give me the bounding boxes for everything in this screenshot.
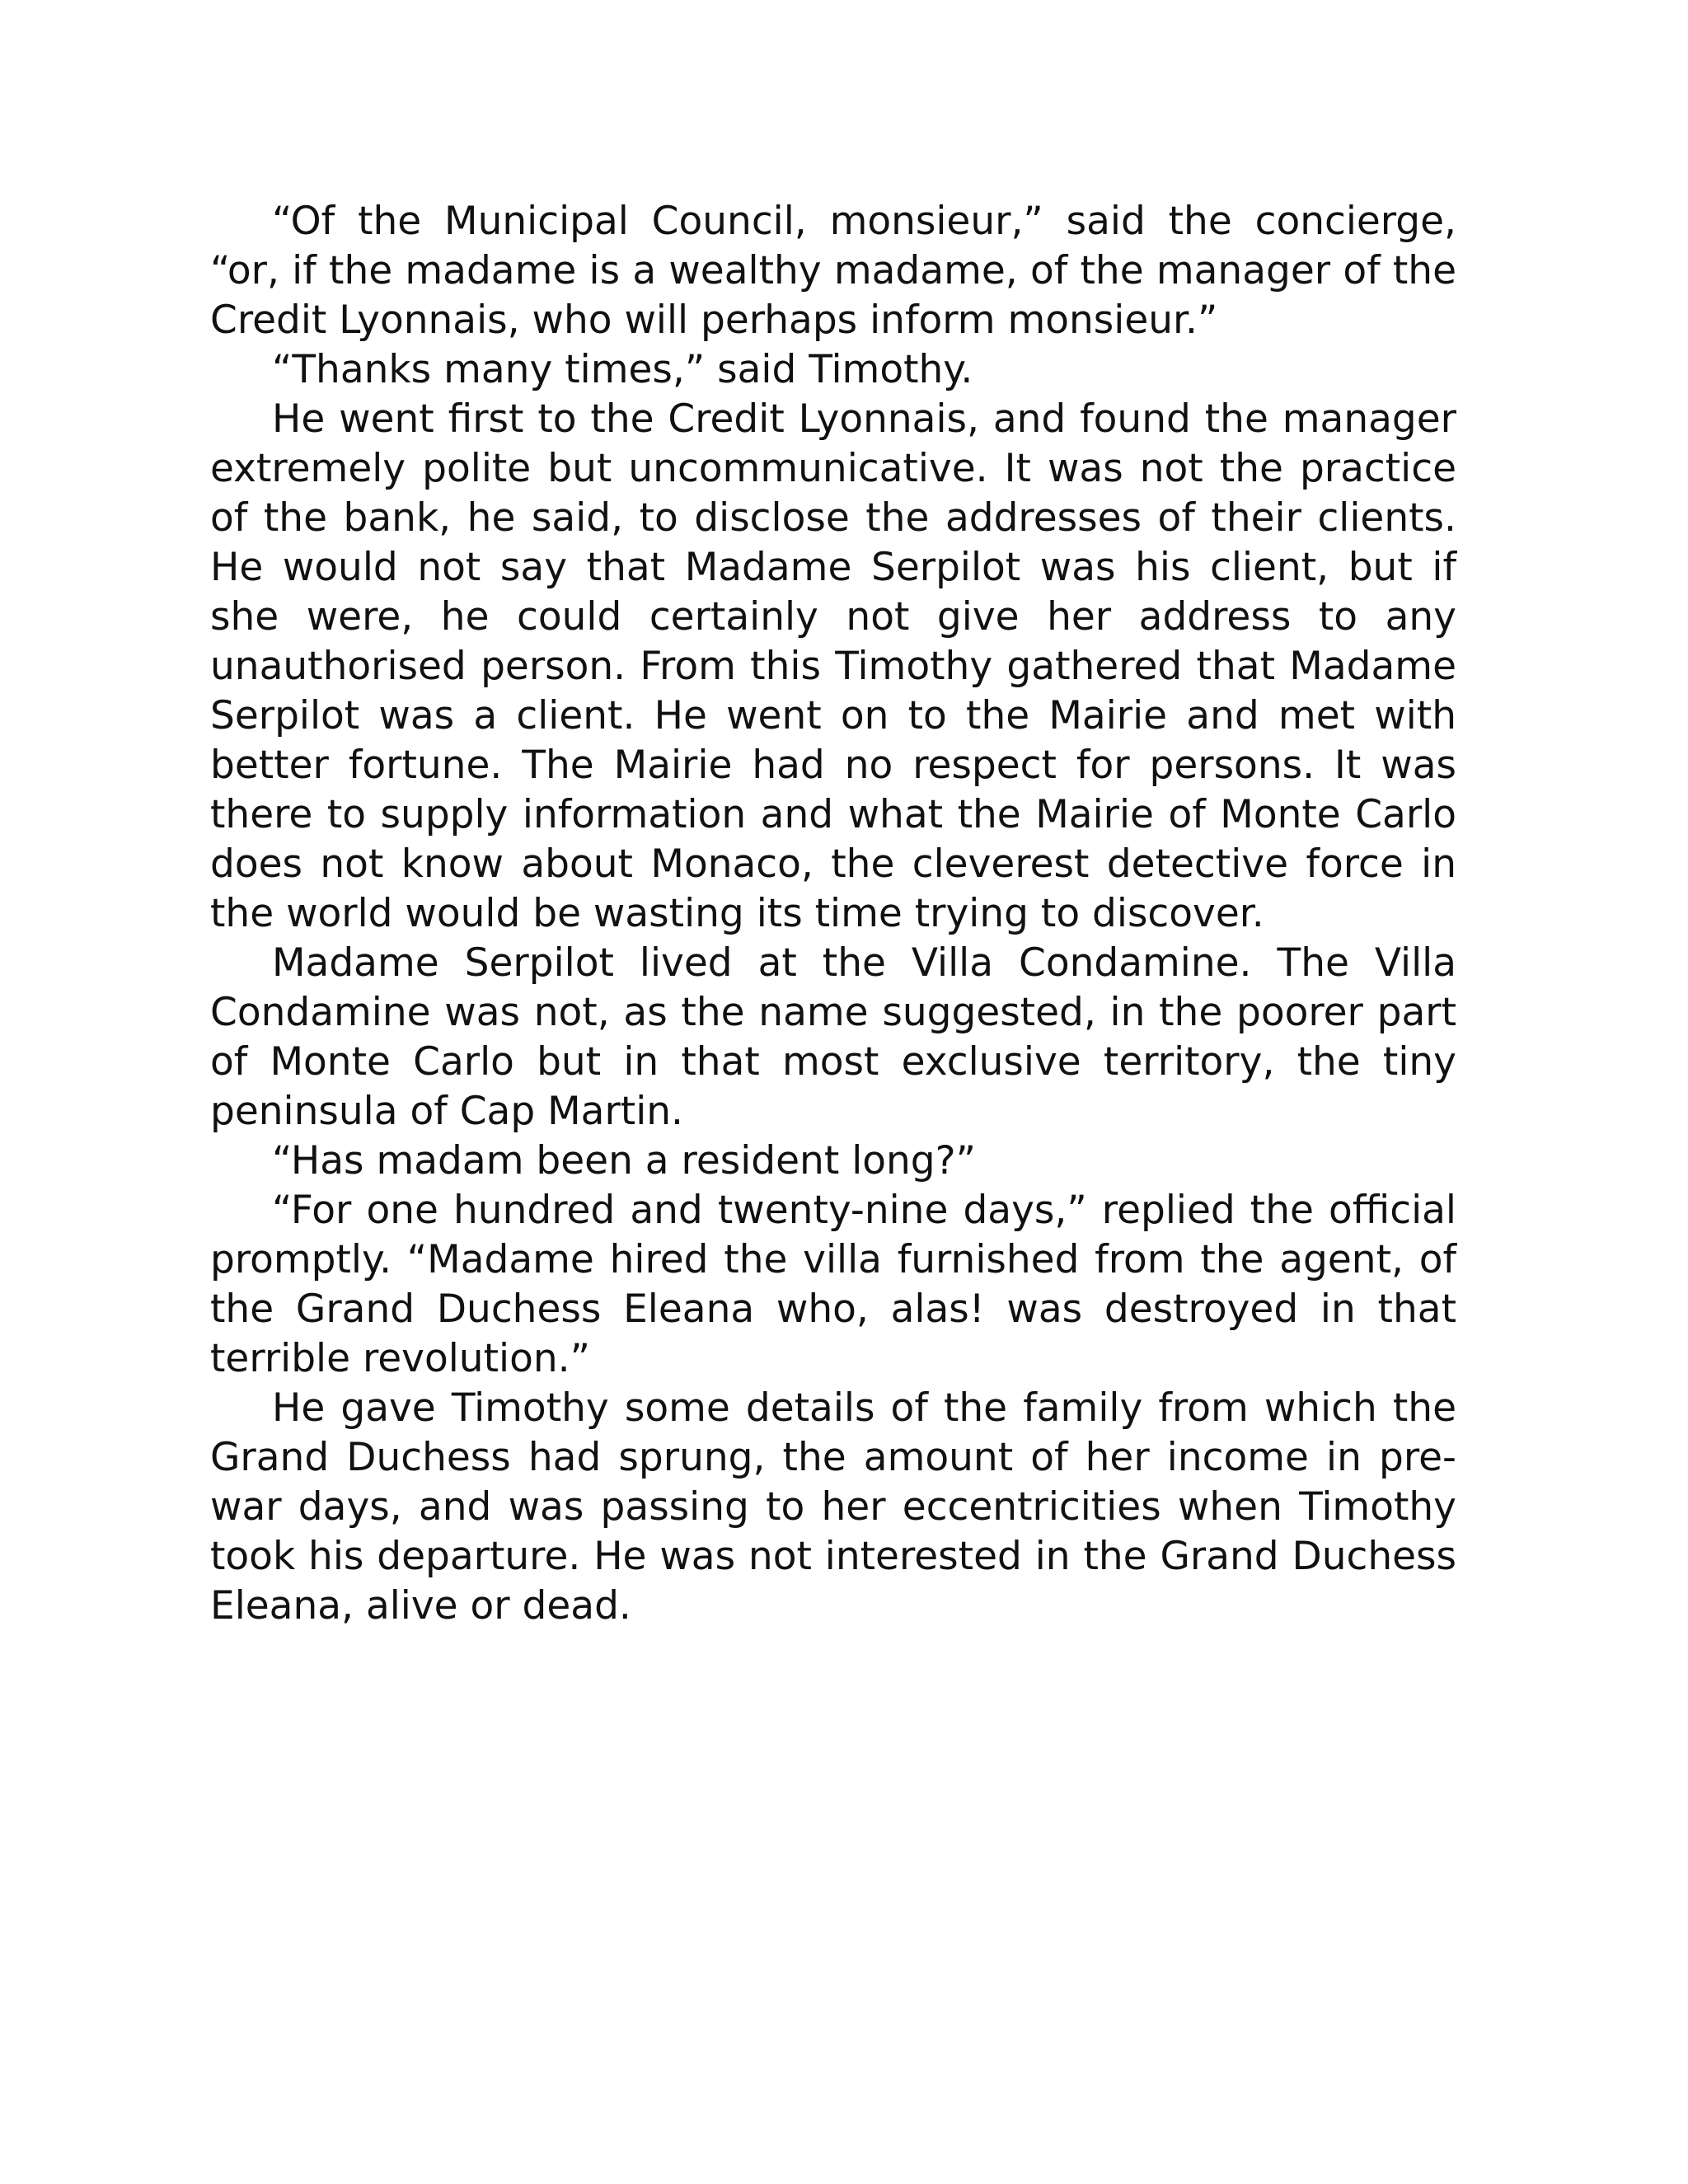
paragraph: “Has madam been a resident long?”	[272, 1138, 976, 1183]
paragraph: “For one hundred and twenty-nine days,” replied the official promptly. “Madame hired the villa furnished from the agent, of the Grand Duchess Eleana who, alas! was destroyed in that terrible revolution.”	[210, 1188, 1456, 1381]
paragraph: He went first to the Credit Lyonnais, and found the manager extremely polite but uncommunicative. It was not the practice of the bank, he said, to disclose the addresses of their clients. He would not say that Madame Serpilot was his client, but if she were, he could certainly not give her address to any unauthorised person. From this Timothy gathered that Madame Serpilot was a client. He went on to the Mairie and met with better fortune. The Mairie had no respect for persons. It was there to supply information and what the Mairie of Monte Carlo does not know about Monaco, the cleverest detective force in the world would be wasting its time trying to discover.	[210, 396, 1456, 936]
paragraph: “Thanks many times,” said Timothy.	[272, 347, 973, 392]
paragraph: “Of the Municipal Council, monsieur,” said the concierge, “or, if the madame is a wealthy madame, of the manager of the Credit Lyonnais, who will perhaps inform monsieur.”	[210, 199, 1456, 343]
body-text	[210, 197, 1456, 1631]
paragraph: He gave Timothy some details of the family from which the Grand Duchess had sprung, the amount of her income in pre-war days, and was passing to her eccentricities when Timothy took his departure. He was not interested in the Grand Duchess Eleana, alive or dead.	[210, 1385, 1456, 1629]
paragraph: Madame Serpilot lived at the Villa Condamine. The Villa Condamine was not, as the name suggested, in the poorer part of Monte Carlo but in that most exclusive territory, the tiny peninsula of Cap Martin.	[210, 940, 1456, 1134]
